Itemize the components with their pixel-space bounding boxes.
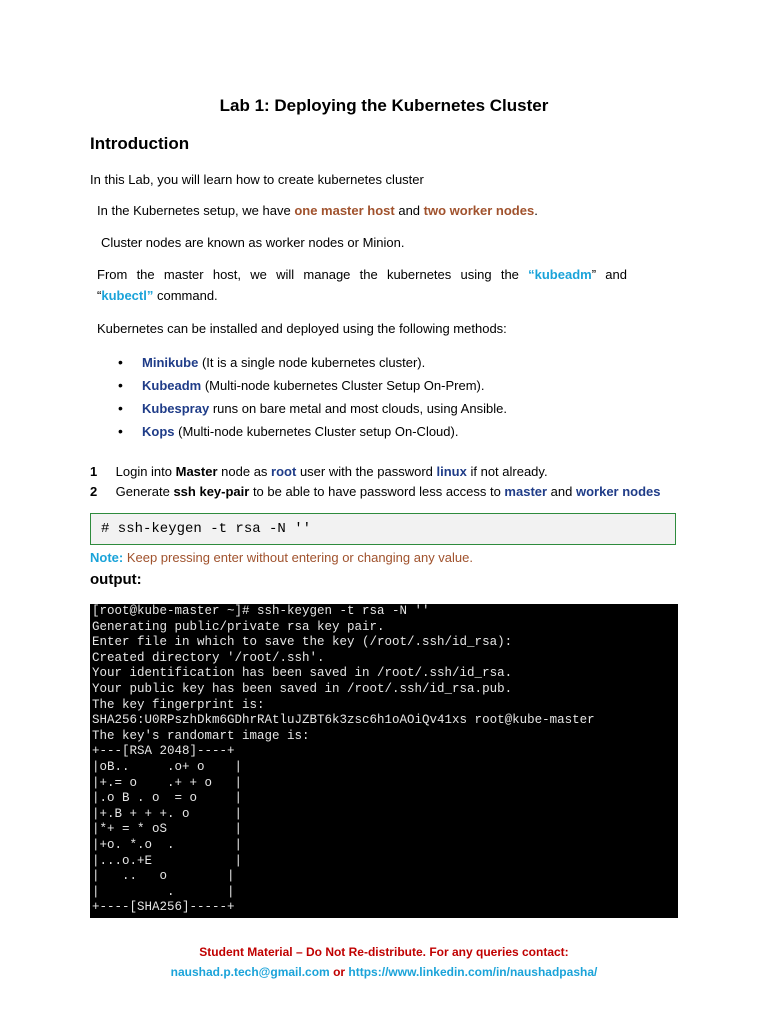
method-desc: (Multi-node kubernetes Cluster setup On-Cloud). — [174, 424, 459, 439]
step-text: node as — [217, 464, 272, 479]
list-item — [118, 374, 507, 397]
manage-line-2 — [97, 285, 627, 306]
terminal-line: [root@kube-master ~]# ssh-keygen -t rsa -N '' — [92, 604, 430, 618]
terminal-line: SHA256:U0RPszhDkm6GDhrRAtluJZBT6k3zsc6h1oAOiQv41xs root@kube-master — [92, 713, 595, 728]
open-quote: “ — [97, 288, 102, 303]
footer-notice: Student Material – Do Not Re-distribute. For any queries contact: — [199, 945, 569, 959]
step-text: and — [547, 484, 576, 499]
master-host-highlight: one master host — [294, 203, 395, 218]
step-item — [90, 462, 661, 482]
method-desc: (It is a single node kubernetes cluster). — [198, 355, 426, 370]
steps-list — [90, 462, 661, 502]
terminal-line: The key fingerprint is: — [92, 697, 265, 712]
terminal-line: +----[SHA256]-----+ — [92, 900, 235, 915]
manage-and: ” and — [591, 267, 627, 282]
note-body: Keep pressing enter without entering or changing any value. — [123, 550, 473, 565]
footer-contacts — [0, 962, 768, 982]
note-label: Note: — [90, 550, 124, 565]
terminal-line: |+.B + + +. o | — [92, 806, 243, 821]
command-box: # ssh-keygen -t rsa -N '' — [90, 513, 676, 545]
list-item — [118, 397, 507, 420]
step-text: Login into — [115, 464, 176, 479]
terminal-output — [90, 604, 678, 918]
setup-text: In the Kubernetes setup, we have — [97, 203, 295, 218]
terminal-line: |+o. *.o . | — [92, 837, 243, 852]
step-number: 1 — [90, 464, 98, 479]
method-name: Kubeadm — [142, 378, 202, 393]
terminal-line: |+.= o .+ + o | — [92, 775, 243, 790]
worker-nodes-highlight: two worker nodes — [423, 203, 535, 218]
step-password: linux — [436, 464, 467, 479]
setup-period: . — [534, 203, 538, 218]
intro-paragraph: In this Lab, you will learn how to create kubernetes cluster — [90, 172, 424, 187]
manage-line-1 — [97, 264, 627, 285]
footer — [0, 942, 768, 982]
method-name: Minikube — [142, 355, 199, 370]
step-master: Master — [175, 464, 218, 479]
terminal-line: Generating public/private rsa key pair. — [92, 619, 385, 634]
terminal-line: Your public key has been saved in /root/.ssh/id_rsa.pub. — [92, 681, 513, 696]
intro-heading: Introduction — [90, 134, 190, 153]
terminal-line: +---[RSA 2048]----+ — [92, 744, 235, 759]
note-text — [90, 548, 473, 568]
manage-paragraph — [97, 264, 627, 306]
terminal-line: |oB.. .o+ o | — [92, 759, 243, 774]
minion-paragraph: Cluster nodes are known as worker nodes or Minion. — [101, 235, 405, 250]
step-text: Generate — [115, 484, 174, 499]
method-name: Kops — [142, 424, 175, 439]
terminal-line: | .. o | — [92, 869, 235, 884]
step-text: if not already. — [466, 464, 548, 479]
step-master-target: master — [504, 484, 548, 499]
terminal-line: Your identification has been saved in /root/.ssh/id_rsa. — [92, 666, 513, 681]
page-title: Lab 1: Deploying the Kubernetes Cluster — [219, 96, 549, 115]
step-number: 2 — [90, 484, 98, 499]
terminal-line: |.o B . o = o | — [92, 791, 243, 806]
list-item — [118, 351, 507, 374]
method-name: Kubespray — [142, 401, 210, 416]
methods-list — [118, 351, 507, 443]
list-item — [118, 420, 507, 443]
manage-text: From the master host, we will manage the kubernetes using the — [97, 267, 529, 282]
step-ssh-keypair: ssh key-pair — [173, 484, 250, 499]
step-item — [90, 482, 661, 502]
command-text: command. — [153, 288, 218, 303]
setup-paragraph — [97, 200, 538, 221]
footer-email-link[interactable]: naushad.p.tech@gmail.com — [170, 965, 330, 979]
footer-or: or — [329, 965, 349, 979]
terminal-line: |*+ = * oS | — [92, 822, 243, 837]
kubeadm-highlight: “kubeadm — [528, 267, 592, 282]
step-text: user with the password — [296, 464, 437, 479]
step-text: to be able to have password less access to — [249, 484, 505, 499]
method-desc: runs on bare metal and most clouds, using Ansible. — [209, 401, 507, 416]
footer-linkedin-link[interactable]: https://www.linkedin.com/in/naushadpasha/ — [348, 965, 598, 979]
terminal-line: | . | — [92, 884, 235, 899]
output-heading: output: — [90, 571, 142, 588]
step-worker-target: worker nodes — [575, 484, 661, 499]
terminal-line: Created directory '/root/.ssh'. — [92, 650, 325, 665]
setup-and: and — [394, 203, 424, 218]
kubectl-highlight: kubectl” — [101, 288, 154, 303]
terminal-line: Enter file in which to save the key (/root/.ssh/id_rsa): — [92, 635, 513, 650]
method-desc: (Multi-node kubernetes Cluster Setup On-Prem). — [201, 378, 485, 393]
terminal-line: The key's randomart image is: — [92, 728, 310, 743]
methods-intro: Kubernetes can be installed and deployed using the following methods: — [97, 321, 507, 336]
terminal-line: |...o.+E | — [92, 853, 243, 868]
step-root: root — [271, 464, 297, 479]
